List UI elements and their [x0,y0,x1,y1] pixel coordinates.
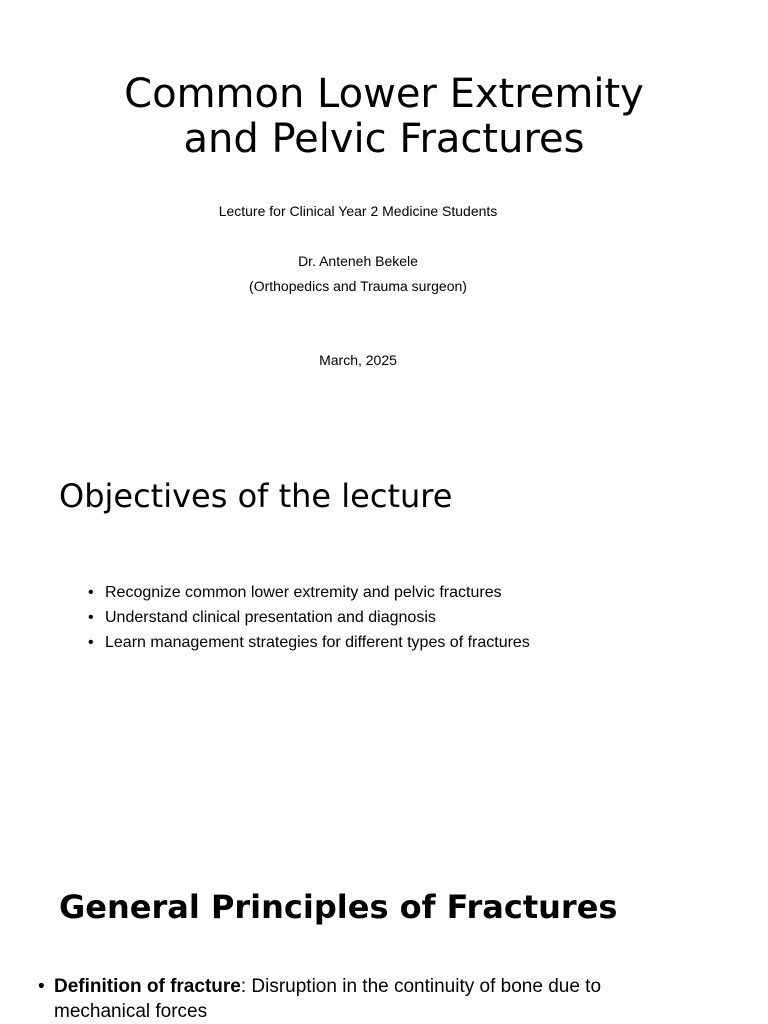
presenter-affiliation: (Orthopedics and Trauma surgeon) [249,278,467,294]
lecture-date: March, 2025 [319,352,397,368]
bullet-icon: • [88,634,94,651]
definition-text: : Disruption in the continuity of bone due to mechanical forces [54,976,602,1022]
bullet-icon: • [88,609,94,626]
list-item [88,605,530,630]
list-item [88,630,530,655]
fracture-definition [38,974,694,1024]
objective-text: Recognize common lower extremity and pelvic fractures [105,584,502,601]
slide-title [0,72,768,162]
objective-text: Learn management strategies for different types of fractures [105,634,530,651]
principles-heading: General Principles of Fractures [59,888,618,926]
objectives-list [88,580,530,655]
title-line-2: and Pelvic Fractures [183,116,585,162]
objectives-heading: Objectives of the lecture [59,477,453,515]
definition-term: Definition of fracture [54,976,241,997]
presenter-name: Dr. Anteneh Bekele [298,253,418,269]
bullet-icon: • [38,976,45,997]
list-item [88,580,530,605]
title-line-1: Common Lower Extremity [124,71,644,117]
objective-text: Understand clinical presentation and diagnosis [105,609,436,626]
lecture-subtitle: Lecture for Clinical Year 2 Medicine Students [218,203,498,219]
bullet-icon: • [88,584,94,601]
